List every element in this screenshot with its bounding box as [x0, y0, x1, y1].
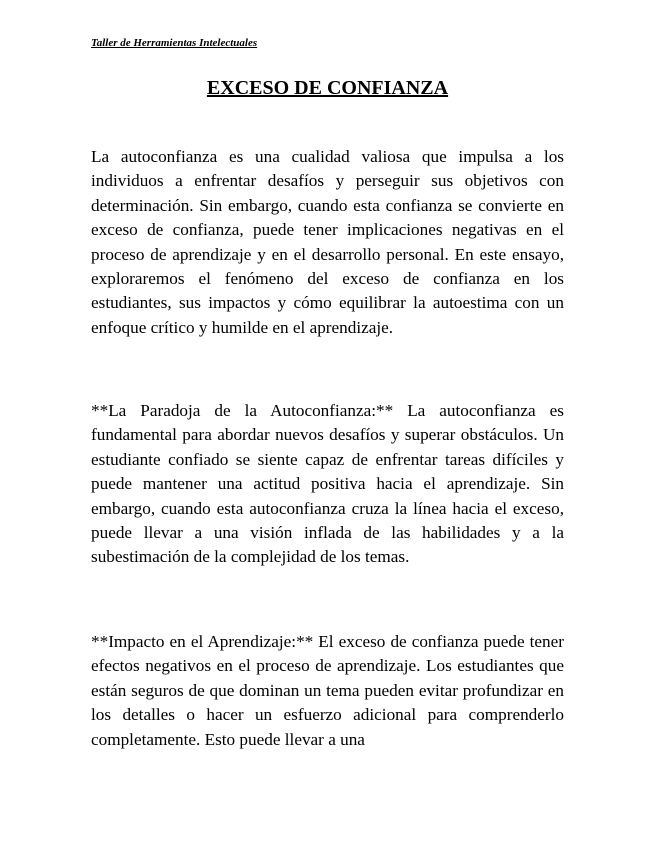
paragraph-impacto-aprendizaje: **Impacto en el Aprendizaje:** El exceso de confianza puede tener efectos negativos en el proceso de aprendizaje. Los estudiantes que están seguros de que dominan un tema pueden evitar profundizar en los detalles o hacer un esfuerzo adicional para comprenderlo completamente. Esto puede llevar a una — [91, 632, 564, 749]
document-title: EXCESO DE CONFIANZA — [206, 77, 449, 99]
paragraph-introduction: La autoconfianza es una cualidad valiosa que impulsa a los individuos a enfrentar desafíos y perseguir sus objetivos con determinación. Sin embargo, cuando esta confianza se convierte en exceso de confianza, puede tener implicaciones negativas en el proceso de aprendizaje y en el desarrollo personal. En este ensayo, exploraremos el fenómeno del exceso de confianza en los estudiantes, sus impactos y cómo equilibrar la autoestima con un enfoque crítico y humilde en el aprendizaje. — [91, 147, 564, 337]
paragraph-paradoja-autoconfianza: **La Paradoja de la Autoconfianza:** La autoconfianza es fundamental para abordar nuevos desafíos y superar obstáculos. Un estudiante confiado se siente capaz de enfrentar tareas difíciles y puede mantener una actitud positiva hacia el aprendizaje. Sin embargo, cuando esta autoconfianza cruza la línea hacia el exceso, puede llevar a una visión inflada de las habilidades y a la subestimación de la complejidad de los temas. — [91, 401, 564, 567]
running-header: Taller de Herramientas Intelectuales — [91, 37, 258, 49]
